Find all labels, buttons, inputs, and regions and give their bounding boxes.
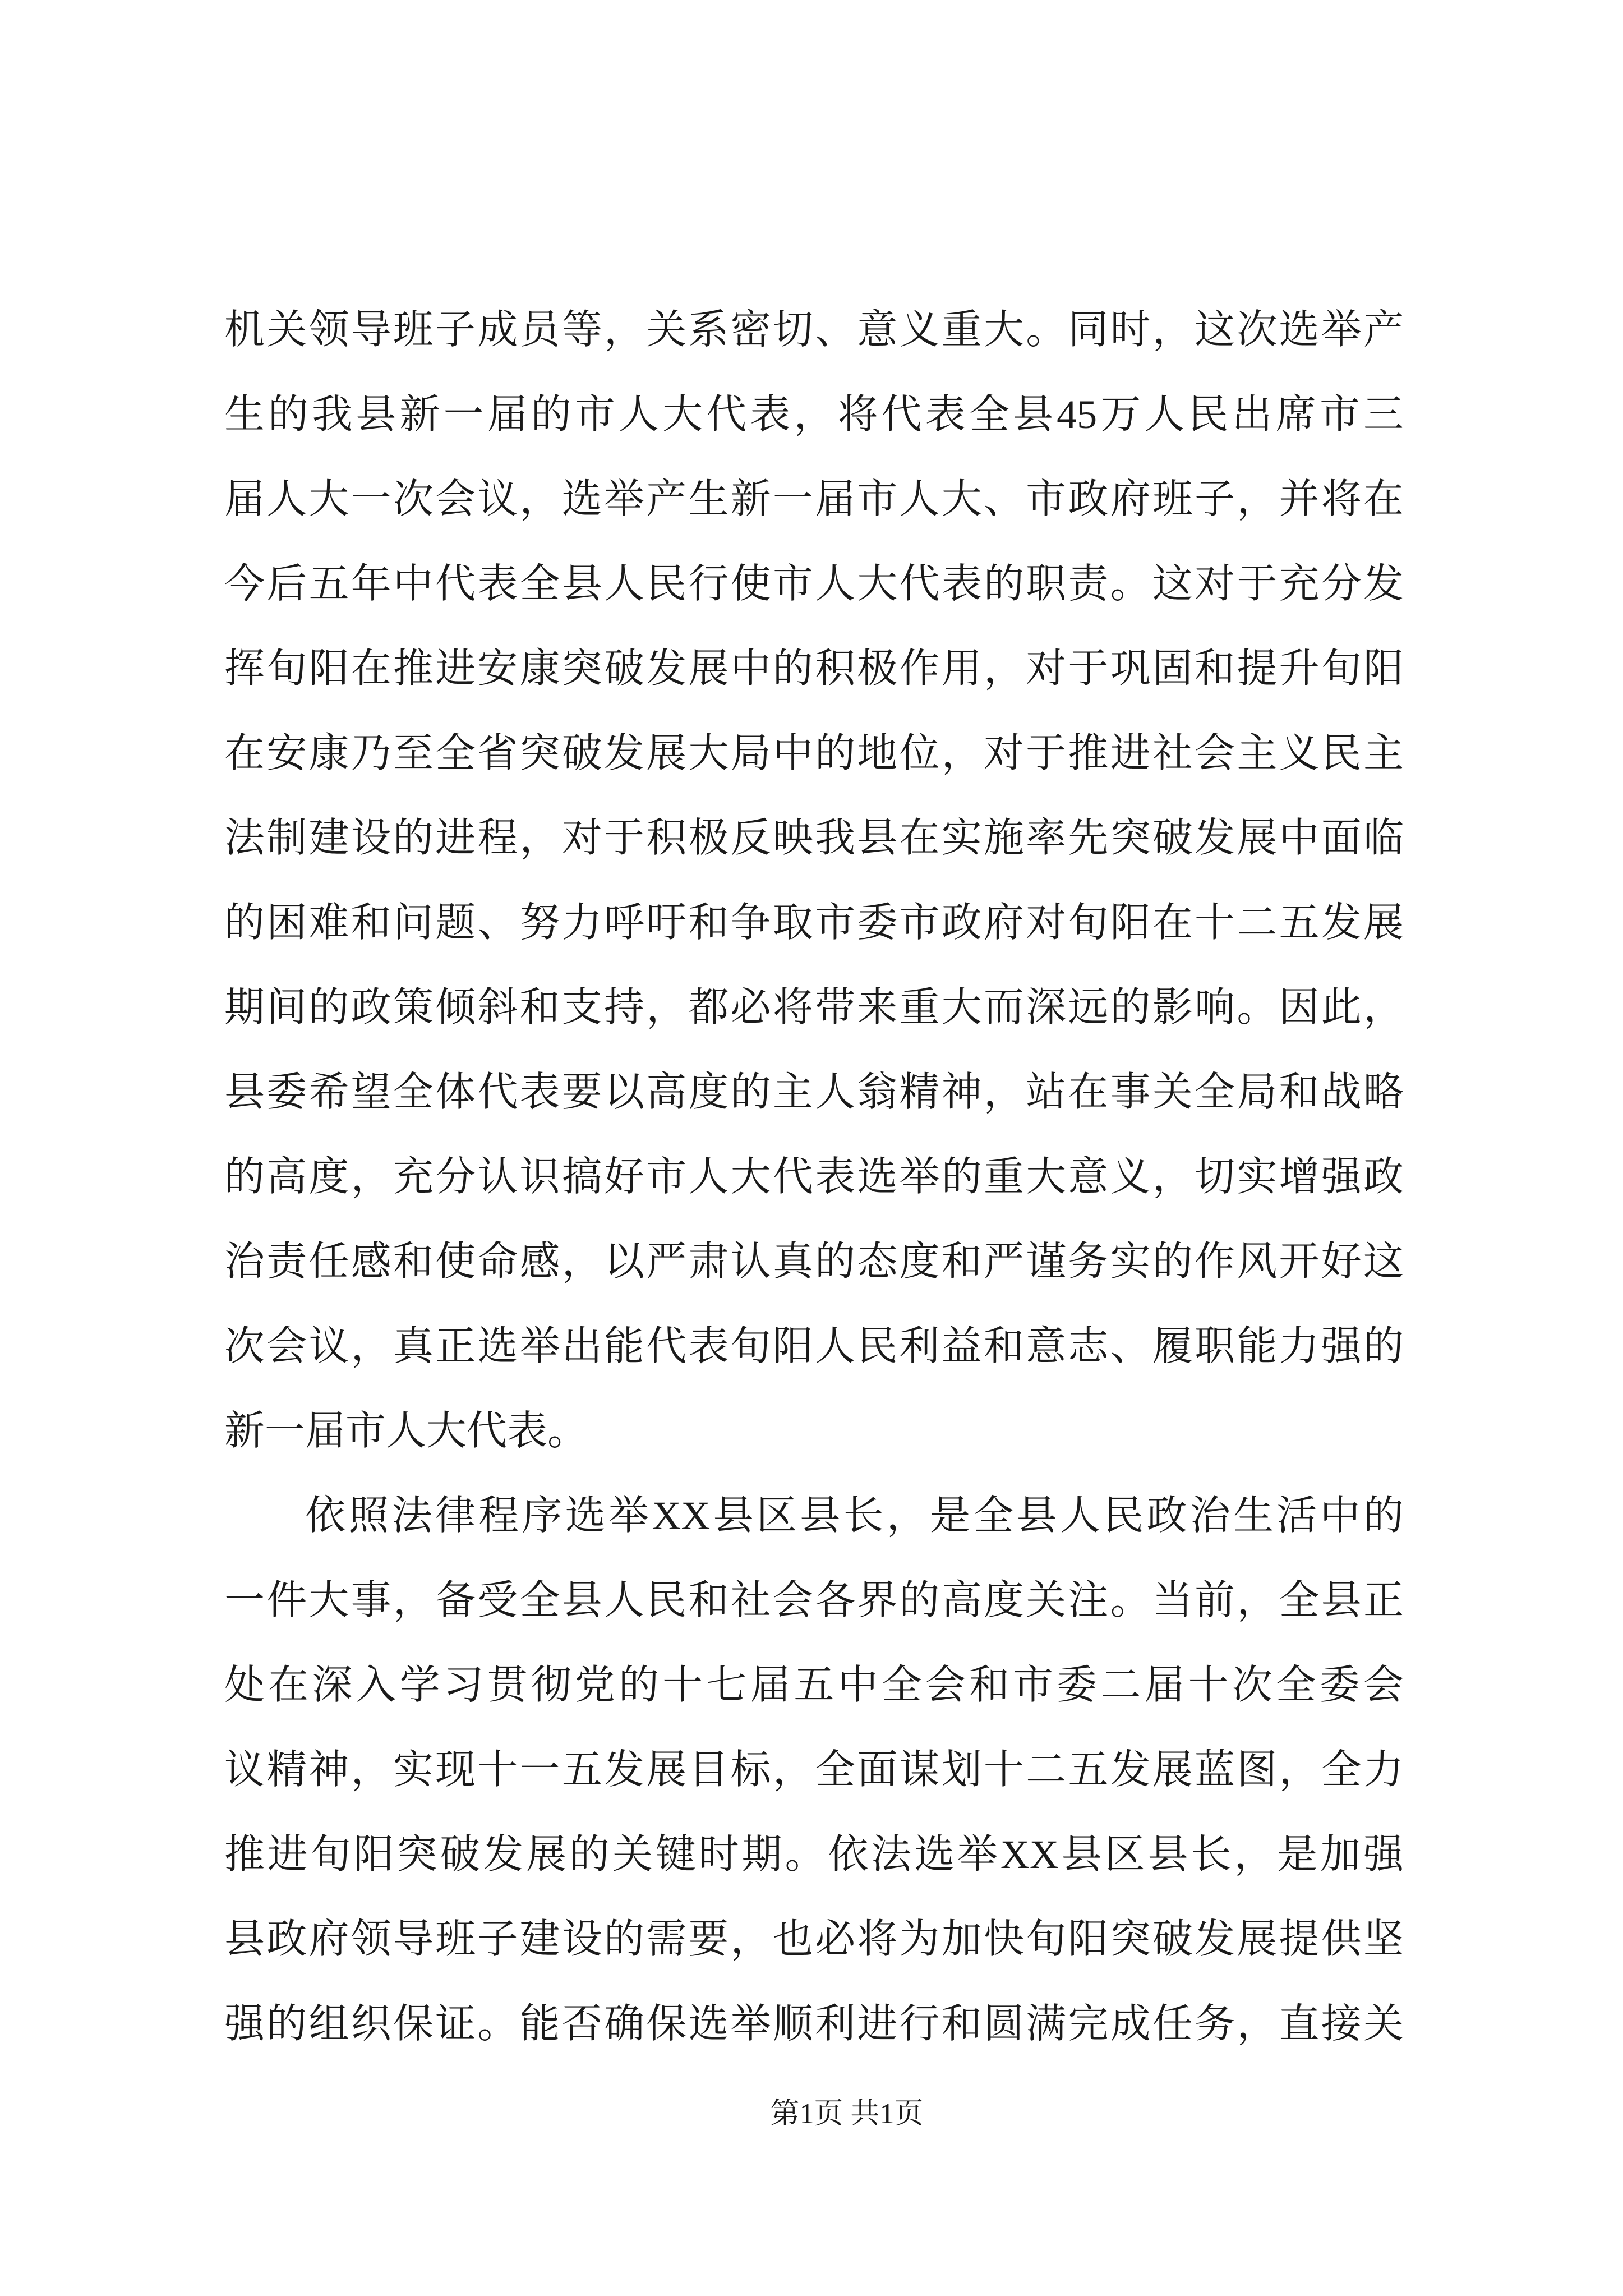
text-line: 处在深入学习贯彻党的十七届五中全会和市委二届十次全委会	[224, 1663, 1404, 1708]
text-line: 新一届市人大代表。	[224, 1409, 588, 1453]
paragraph	[224, 288, 1404, 1474]
text-line: 今后五年中代表全县人民行使市人大代表的职责。这对于充分发	[224, 562, 1404, 606]
text-line: 届人大一次会议，选举产生新一届市人大、市政府班子，并将在	[224, 477, 1404, 522]
text-line: 期间的政策倾斜和支持，都必将带来重大而深远的影响。因此，	[224, 985, 1404, 1030]
text-line: 机关领导班子成员等，关系密切、意义重大。同时，这次选举产	[224, 307, 1404, 352]
text-line: 的高度，充分认识搞好市人大代表选举的重大意义，切实增强政	[224, 1154, 1404, 1199]
text-line: 治责任感和使命感，以严肃认真的态度和严谨务实的作风开好这	[224, 1239, 1404, 1284]
text-line: 强的组织保证。能否确保选举顺利进行和圆满完成任务，直接关	[224, 2001, 1404, 2046]
text-line: 法制建设的进程，对于积极反映我县在实施率先突破发展中面临	[224, 816, 1404, 861]
text-line: 推进旬阳突破发展的关键时期。依法选举XX县区县长，是加强	[224, 1832, 1404, 1877]
text-line: 县政府领导班子建设的需要，也必将为加快旬阳突破发展提供坚	[224, 1917, 1404, 1962]
text-line: 的困难和问题、努力呼吁和争取市委市政府对旬阳在十二五发展	[224, 900, 1404, 945]
text-line: 在安康乃至全省突破发展大局中的地位，对于推进社会主义民主	[224, 731, 1404, 776]
text-line: 挥旬阳在推进安康突破发展中的积极作用，对于巩固和提升旬阳	[224, 646, 1404, 691]
text-line: 县委希望全体代表要以高度的主人翁精神，站在事关全局和战略	[224, 1070, 1404, 1115]
page-number: 第1页 共1页	[770, 2098, 924, 2130]
text-line: 一件大事，备受全县人民和社会各界的高度关注。当前，全县正	[224, 1578, 1404, 1623]
paragraph	[224, 1474, 1404, 2067]
text-line: 依照法律程序选举XX县区县长，是全县人民政治生活中的	[305, 1493, 1404, 1538]
text-line: 生的我县新一届的市人大代表，将代表全县45万人民出席市三	[224, 392, 1404, 437]
body-text	[224, 288, 1404, 2067]
text-line: 次会议，真正选举出能代表旬阳人民利益和意志、履职能力强的	[224, 1324, 1404, 1369]
text-line: 议精神，实现十一五发展目标，全面谋划十二五发展蓝图，全力	[224, 1747, 1404, 1792]
